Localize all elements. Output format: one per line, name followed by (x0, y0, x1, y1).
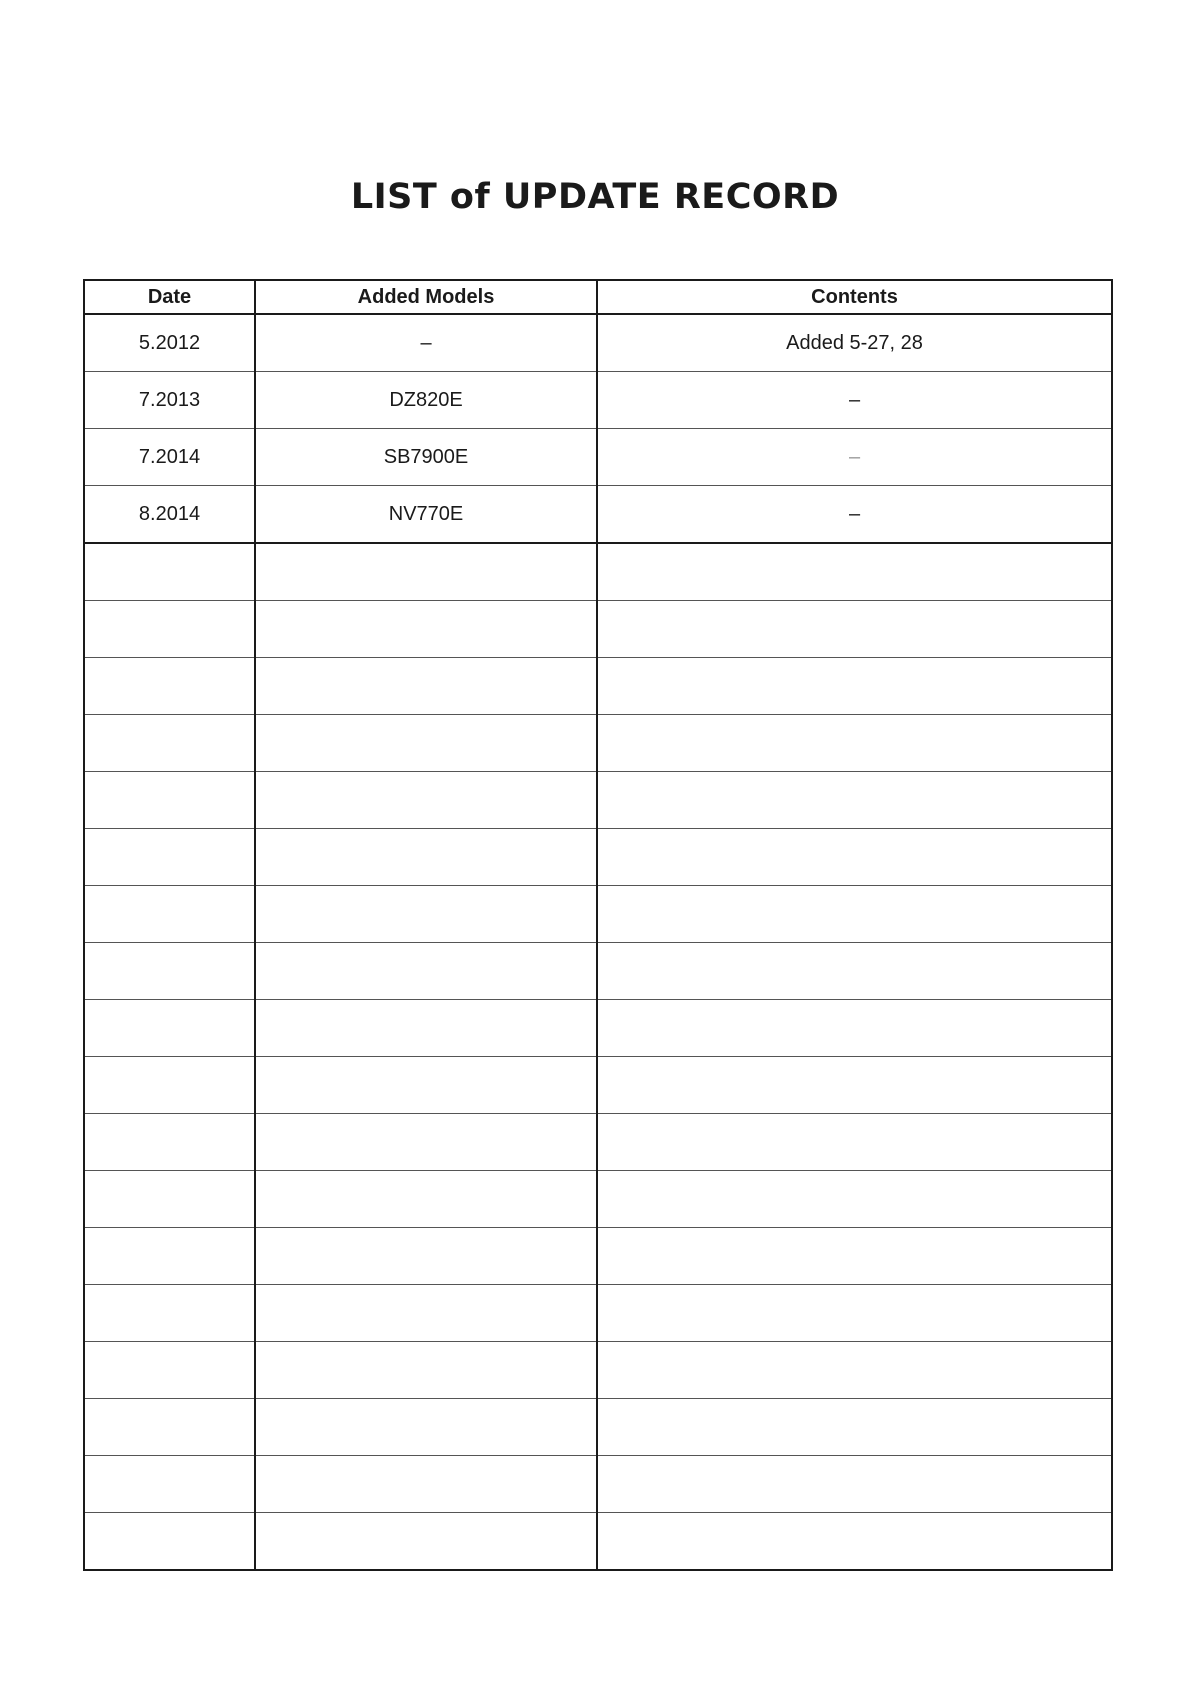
empty-table-row (84, 1399, 1112, 1456)
empty-table-row (84, 1456, 1112, 1513)
empty-table-row (84, 1285, 1112, 1342)
cell-added-models: DZ820E (255, 372, 597, 429)
cell-date: 7.2014 (84, 429, 255, 486)
empty-table-row (84, 543, 1112, 601)
cell-date (84, 1513, 255, 1571)
cell-added-models (255, 829, 597, 886)
cell-date (84, 1399, 255, 1456)
table-header-row (84, 280, 1112, 314)
cell-added-models (255, 1285, 597, 1342)
empty-table-row (84, 943, 1112, 1000)
cell-contents (597, 543, 1112, 601)
empty-table-row (84, 1513, 1112, 1571)
cell-date (84, 1057, 255, 1114)
table-row (84, 486, 1112, 544)
cell-added-models (255, 601, 597, 658)
cell-contents (597, 1513, 1112, 1571)
cell-contents (597, 658, 1112, 715)
cell-date (84, 1342, 255, 1399)
column-header-added-models: Added Models (255, 280, 597, 314)
cell-contents (597, 1000, 1112, 1057)
empty-table-row (84, 829, 1112, 886)
cell-added-models (255, 1513, 597, 1571)
cell-contents (597, 601, 1112, 658)
cell-added-models (255, 1228, 597, 1285)
table-row (84, 429, 1112, 486)
cell-date (84, 886, 255, 943)
empty-table-row (84, 1342, 1112, 1399)
empty-table-row (84, 1228, 1112, 1285)
cell-added-models (255, 1342, 597, 1399)
cell-contents (597, 1228, 1112, 1285)
cell-contents: – (597, 486, 1112, 544)
cell-contents (597, 943, 1112, 1000)
cell-date (84, 829, 255, 886)
cell-date (84, 715, 255, 772)
cell-date (84, 1000, 255, 1057)
cell-date (84, 943, 255, 1000)
empty-table-row (84, 658, 1112, 715)
cell-added-models (255, 772, 597, 829)
cell-added-models (255, 543, 597, 601)
cell-contents: – (597, 372, 1112, 429)
cell-date (84, 1285, 255, 1342)
cell-added-models (255, 1399, 597, 1456)
cell-date (84, 1171, 255, 1228)
cell-added-models (255, 658, 597, 715)
update-record-table (83, 279, 1113, 1571)
cell-added-models (255, 943, 597, 1000)
empty-rows-group (84, 543, 1112, 1570)
cell-contents (597, 715, 1112, 772)
empty-table-row (84, 1171, 1112, 1228)
cell-contents (597, 1456, 1112, 1513)
cell-date (84, 1228, 255, 1285)
cell-contents (597, 772, 1112, 829)
cell-date (84, 1456, 255, 1513)
cell-added-models (255, 1114, 597, 1171)
empty-table-row (84, 601, 1112, 658)
cell-date: 7.2013 (84, 372, 255, 429)
cell-added-models (255, 1456, 597, 1513)
cell-date (84, 658, 255, 715)
cell-added-models (255, 715, 597, 772)
empty-table-row (84, 1000, 1112, 1057)
cell-contents (597, 886, 1112, 943)
table-row (84, 372, 1112, 429)
page-title: LIST of UPDATE RECORD (350, 177, 840, 217)
cell-added-models (255, 1000, 597, 1057)
cell-added-models (255, 886, 597, 943)
cell-date (84, 543, 255, 601)
cell-date (84, 1114, 255, 1171)
cell-added-models: SB7900E (255, 429, 597, 486)
empty-table-row (84, 1114, 1112, 1171)
cell-added-models: – (255, 314, 597, 372)
cell-contents (597, 1342, 1112, 1399)
cell-date: 5.2012 (84, 314, 255, 372)
cell-contents (597, 1285, 1112, 1342)
cell-added-models (255, 1171, 597, 1228)
cell-date: 8.2014 (84, 486, 255, 544)
empty-table-row (84, 715, 1112, 772)
cell-added-models: NV770E (255, 486, 597, 544)
cell-contents: – (597, 429, 1112, 486)
cell-contents: Added 5-27, 28 (597, 314, 1112, 372)
cell-contents (597, 1057, 1112, 1114)
empty-table-row (84, 886, 1112, 943)
cell-contents (597, 829, 1112, 886)
column-header-date: Date (84, 280, 255, 314)
cell-contents (597, 1171, 1112, 1228)
cell-date (84, 601, 255, 658)
empty-table-row (84, 772, 1112, 829)
column-header-contents: Contents (597, 280, 1112, 314)
table-row (84, 314, 1112, 372)
cell-contents (597, 1114, 1112, 1171)
cell-date (84, 772, 255, 829)
cell-added-models (255, 1057, 597, 1114)
empty-table-row (84, 1057, 1112, 1114)
cell-contents (597, 1399, 1112, 1456)
